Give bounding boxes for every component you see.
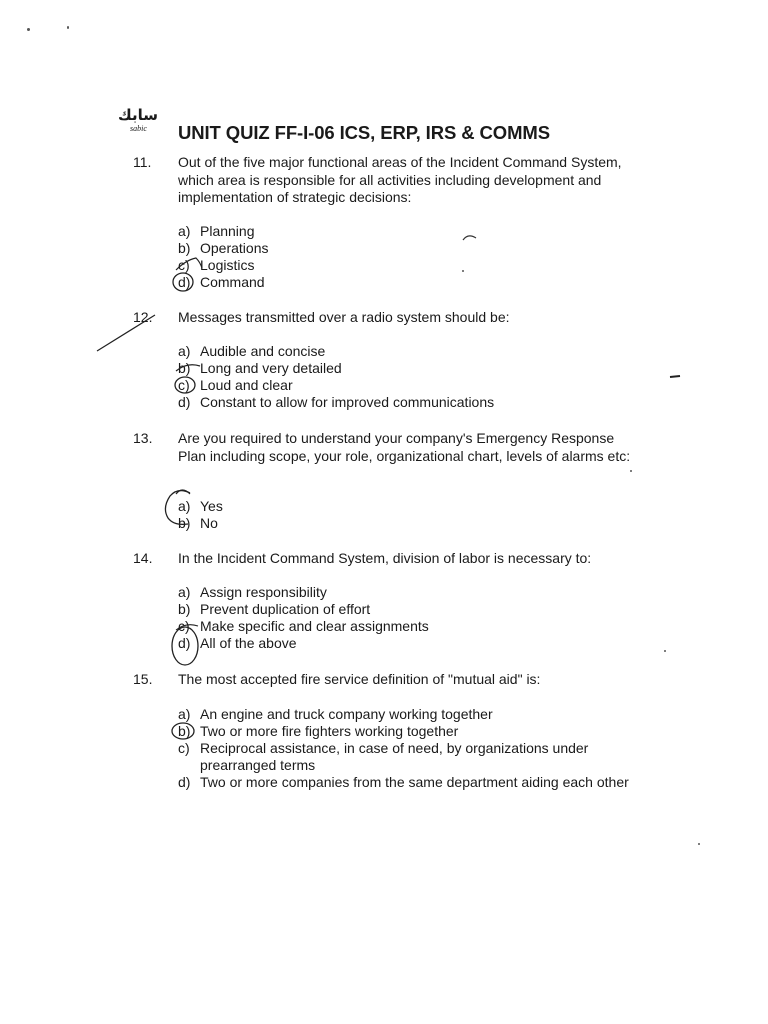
option-text: Audible and concise [200, 343, 326, 359]
option-text: Long and very detailed [200, 360, 342, 376]
option-a[interactable] [178, 498, 638, 515]
option-letter: d) [178, 635, 191, 651]
option-letter: d) [178, 274, 191, 290]
option-letter: a) [178, 706, 191, 722]
question-text: Are you required to understand your company's Emergency Response Plan including scope, your role, organizational chart, levels of alarms etc: [178, 430, 631, 464]
option-b[interactable] [178, 515, 638, 532]
scan-speck [698, 843, 700, 845]
option-text: Make specific and clear assignments [200, 618, 429, 634]
option-letter: b) [178, 240, 191, 256]
scan-speck [462, 270, 464, 272]
option-letter: c) [178, 618, 190, 634]
option-d[interactable] [178, 774, 638, 791]
option-c[interactable] [178, 257, 638, 274]
option-a[interactable] [178, 343, 638, 360]
answer-options [178, 498, 638, 532]
option-letter: b) [178, 360, 191, 376]
answer-options [178, 706, 638, 791]
scan-speck [27, 28, 30, 31]
option-c[interactable] [178, 740, 638, 774]
question-number: 14. [133, 550, 153, 566]
question-text: Messages transmitted over a radio system should be: [178, 309, 510, 325]
option-text: Constant to allow for improved communications [200, 394, 495, 410]
option-text: Loud and clear [200, 377, 293, 393]
option-d[interactable] [178, 394, 638, 411]
option-letter: a) [178, 584, 191, 600]
option-letter: d) [178, 394, 191, 410]
option-a[interactable] [178, 584, 638, 601]
answer-options [178, 223, 638, 291]
option-c[interactable] [178, 377, 638, 394]
option-letter: a) [178, 223, 191, 239]
answer-circle-q13-a-top [176, 490, 190, 494]
option-text: Planning [200, 223, 255, 239]
option-letter: b) [178, 723, 191, 739]
option-letter: b) [178, 515, 191, 531]
option-letter: b) [178, 601, 191, 617]
option-a[interactable] [178, 706, 638, 723]
logo-arabic-text: سابك [118, 106, 158, 124]
option-c[interactable] [178, 618, 638, 635]
option-d[interactable] [178, 274, 638, 291]
question-number: 11. [133, 154, 152, 170]
option-text: Operations [200, 240, 269, 256]
question-text: The most accepted fire service definition of "mutual aid" is: [178, 671, 541, 687]
scan-speck [67, 26, 69, 29]
scan-speck [630, 470, 632, 472]
option-text: Two or more companies from the same department aiding each other [200, 774, 629, 790]
option-text: Command [200, 274, 265, 290]
option-letter: a) [178, 343, 191, 359]
option-text: No [200, 515, 218, 531]
option-text: Yes [200, 498, 223, 514]
question-number: 13. [133, 430, 153, 446]
answer-options [178, 584, 638, 652]
scan-speck [664, 650, 666, 652]
option-text: Prevent duplication of effort [200, 601, 371, 617]
option-b[interactable] [178, 360, 638, 377]
question-number: 12. [133, 309, 153, 325]
option-letter: c) [178, 740, 190, 756]
option-text: Reciprocal assistance, in case of need, by organizations under prearranged terms [200, 740, 589, 773]
question-text: In the Incident Command System, division of labor is necessary to: [178, 550, 592, 566]
option-a[interactable] [178, 223, 638, 240]
option-b[interactable] [178, 240, 638, 257]
question-text: Out of the five major functional areas of the Incident Command System, which area is responsible for all activities including development and implementation of strategic decisions: [178, 154, 622, 205]
question-number: 15. [133, 671, 153, 687]
option-b[interactable] [178, 723, 638, 740]
option-letter: a) [178, 498, 191, 514]
option-letter: c) [178, 257, 190, 273]
option-text: All of the above [200, 635, 297, 651]
option-letter: c) [178, 377, 190, 393]
answer-options [178, 343, 638, 411]
option-letter: d) [178, 774, 191, 790]
option-text: Two or more fire fighters working together [200, 723, 459, 739]
page-title: UNIT QUIZ FF-I-06 ICS, ERP, IRS & COMMS [178, 122, 550, 143]
option-text: Assign responsibility [200, 584, 327, 600]
option-text: Logistics [200, 257, 255, 273]
sabic-logo [118, 108, 172, 138]
logo-latin-text: sabic [130, 124, 147, 133]
option-text: An engine and truck company working together [200, 706, 493, 722]
option-b[interactable] [178, 601, 638, 618]
option-d[interactable] [178, 635, 638, 652]
stray-mark [670, 376, 680, 377]
